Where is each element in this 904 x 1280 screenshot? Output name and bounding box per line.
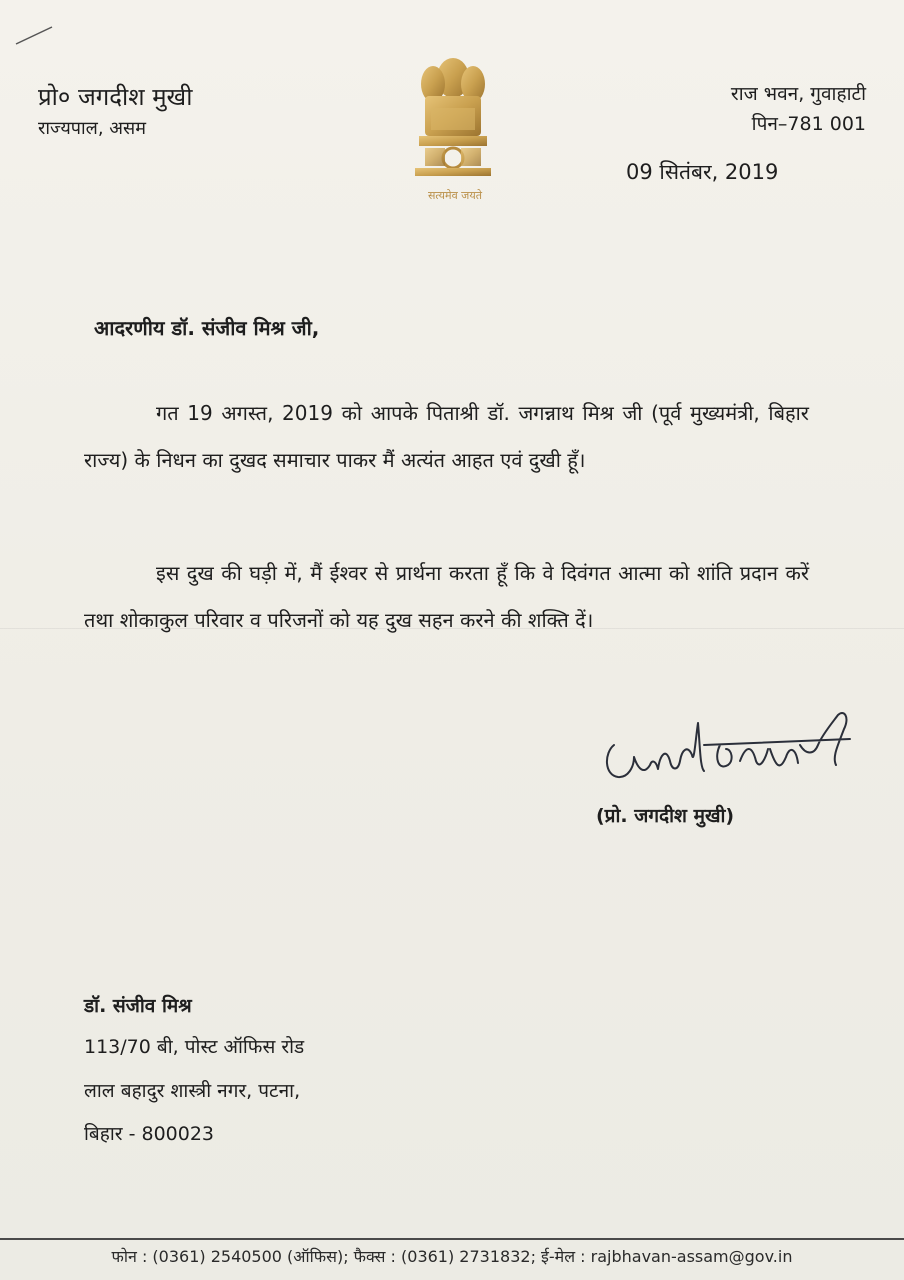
handwritten-signature (600, 705, 860, 795)
footer-divider (0, 1238, 904, 1240)
sender-address: राज भवन, गुवाहाटी (730, 83, 866, 105)
pen-mark (14, 24, 54, 46)
emblem-motto: सत्यमेव जयते (427, 189, 482, 202)
signatory-name: (प्रो. जगदीश मुखी) (596, 805, 735, 827)
paragraph-condolence: गत 19 अगस्त, 2019 को आपके पिताश्री डॉ. जगन्नाथ मिश्र जी (पूर्व मुख्यमंत्री, बिहार राज्य) के निधन का दुखद समाचार पाकर मैं अत्यंत आहत एवं दुखी हूँ। (84, 401, 809, 472)
salutation: आदरणीय डॉ. संजीव मिश्र जी, (94, 316, 320, 340)
sender-name: प्रो० जगदीश मुखी (38, 83, 193, 111)
recipient-address-line: 113/70 बी, पोस्ट ऑफिस रोड (84, 1036, 305, 1058)
paragraph-prayer: इस दुख की घड़ी में, मैं ईश्वर से प्रार्थना करता हूँ कि वे दिवंगत आत्मा को शांति प्रदान करें तथा शोकाकुल परिवार व परिजनों को यह दुख सहन करने की शक्ति दें। (84, 561, 809, 632)
sender-pin: पिन–781 001 (751, 113, 866, 135)
letter-date: 09 सितंबर, 2019 (626, 160, 779, 184)
national-emblem-icon (405, 48, 501, 208)
sender-title: राज्यपाल, असम (38, 118, 146, 139)
recipient-name: डॉ. संजीव मिश्र (84, 995, 192, 1017)
recipient-address-line: बिहार - 800023 (84, 1123, 215, 1145)
footer-contact: फोन : (0361) 2540500 (ऑफिस); फैक्स : (0361) 2731832; ई-मेल : rajbhavan-assam@gov.in (111, 1247, 793, 1266)
recipient-address-line: लाल बहादुर शास्त्री नगर, पटना, (84, 1080, 301, 1102)
